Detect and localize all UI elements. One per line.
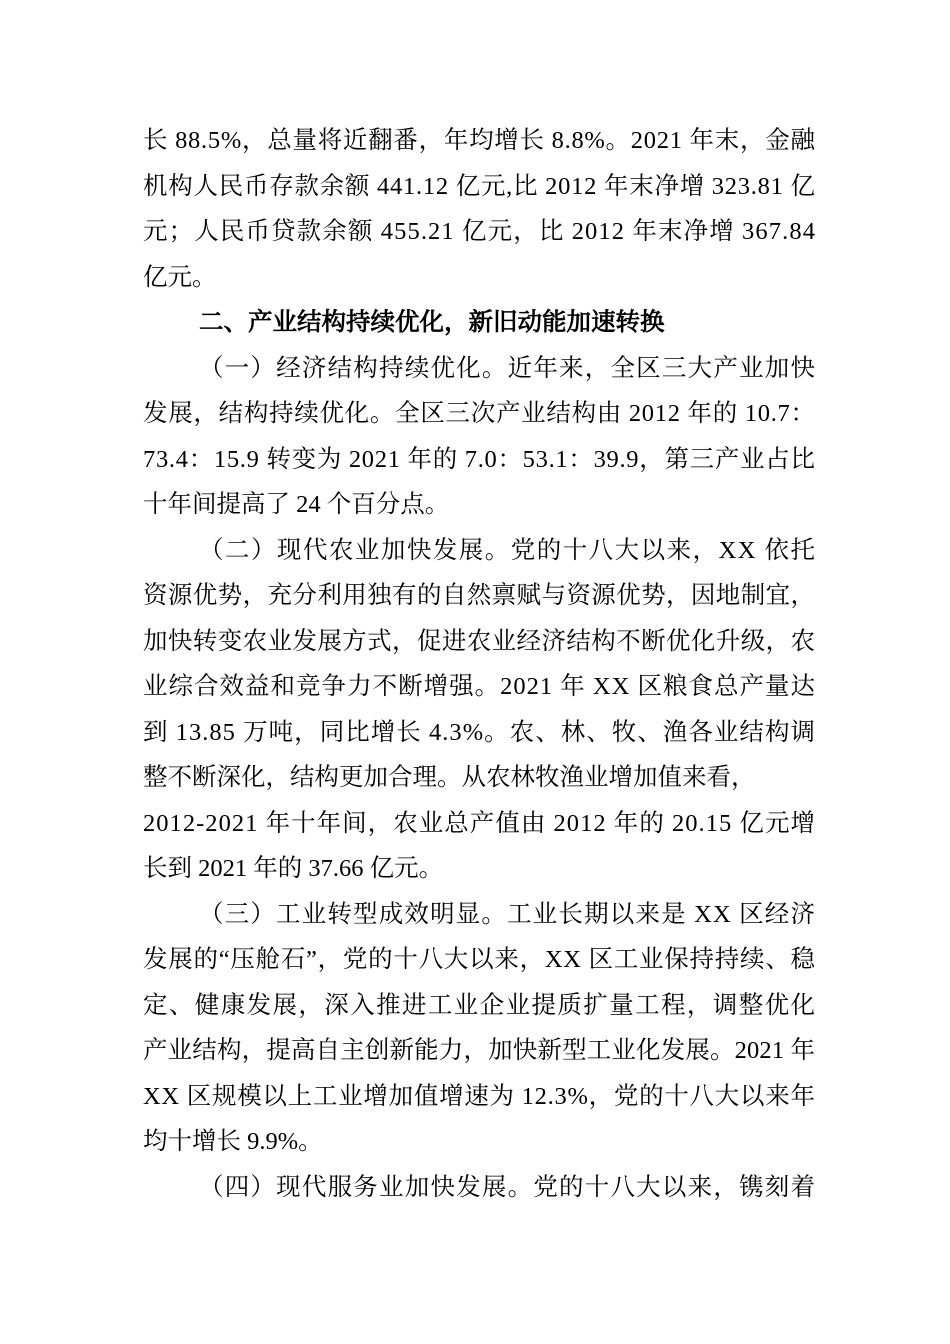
text-line [143, 573, 815, 619]
text-line [143, 255, 815, 301]
text-run: 定、健康发展，深入推进工业企业提质扩量工程，调整优化 [143, 991, 817, 1019]
text-run: （二）现代农业加快发展。党的十八大以来，XX 依托 [199, 536, 817, 564]
text-line [143, 1028, 815, 1074]
text-run: 机构人民币存款余额 441.12 亿元,比 2012 年末净增 323.81 亿 [143, 172, 816, 200]
text-line [143, 118, 815, 164]
text-line [143, 437, 815, 483]
para-2-modern-agriculture [143, 528, 815, 892]
text-line [143, 755, 815, 801]
text-line [143, 391, 815, 437]
text-line [143, 1119, 815, 1165]
text-line [143, 664, 815, 710]
text-run: 业综合效益和竞争力不断增强。2021 年 XX 区粮食总产量达 [143, 673, 817, 700]
text-run: 发展的“压舱石”，党的十八大以来，XX 区工业保持持续、稳 [143, 946, 816, 973]
para-3-industry-transformation [143, 892, 815, 1165]
text-run: 长到 2021 年的 37.66 亿元。 [143, 855, 444, 882]
text-line [143, 164, 815, 210]
text-run: 73.4：15.9 转变为 2021 年的 7.0：53.1：39.9，第三产业占比 [143, 445, 816, 473]
text-run: 长 88.5%，总量将近翻番，年均增长 8.8%。2021 年末，金融 [143, 127, 816, 154]
text-line [143, 710, 815, 756]
text-run: 加快转变农业发展方式，促进农业经济结构不断优化升级，农 [143, 627, 816, 655]
text-line [143, 983, 815, 1029]
text-run: 2012-2021 年十年间，农业总产值由 2012 年的 20.15 亿元增 [143, 809, 816, 837]
text-line [143, 482, 815, 528]
text-run: 整不断深化，结构更加合理。从农林牧渔业增加值来看， [143, 764, 756, 791]
para-4-modern-services [143, 1165, 815, 1211]
text-run: 到 13.85 万吨，同比增长 4.3%。农、林、牧、渔各业结构调 [143, 718, 817, 746]
text-line [143, 1165, 815, 1211]
text-run: 产业结构，提高自主创新能力，加快新型工业化发展。2021 年 [143, 1037, 816, 1064]
text-line [143, 801, 815, 847]
text-run: （三）工业转型成效明显。工业长期以来是 XX 区经济 [199, 900, 817, 928]
document-text-block [143, 118, 815, 1210]
text-line [143, 892, 815, 938]
text-run: 资源优势，充分利用独有的自然禀赋与资源优势，因地制宜， [143, 582, 816, 609]
section-heading-2 [143, 300, 815, 346]
para-1-economic-structure [143, 346, 815, 528]
text-line [143, 619, 815, 665]
text-line [143, 846, 815, 892]
text-run: 元；人民币贷款余额 455.21 亿元，比 2012 年末净增 367.84 [143, 218, 817, 245]
text-line [143, 528, 815, 574]
text-run: 十年间提高了 24 个百分点。 [143, 491, 450, 518]
text-run: 发展，结构持续优化。全区三次产业结构由 2012 年的 10.7： [143, 400, 816, 427]
section-heading-line [143, 300, 815, 346]
text-run: XX 区规模以上工业增加值增速为 12.3%，党的十八大以来年 [143, 1082, 816, 1110]
text-run: （一）经济结构持续优化。近年来，全区三大产业加快 [199, 354, 817, 382]
text-run: 二、产业结构持续优化，新旧动能加速转换 [199, 309, 665, 336]
text-line [143, 346, 815, 392]
text-line [143, 209, 815, 255]
text-run: （四）现代服务业加快发展。党的十八大以来，镌刻着 [199, 1173, 817, 1201]
text-line [143, 1074, 815, 1120]
text-line [143, 937, 815, 983]
text-run: 均十增长 9.9%。 [143, 1128, 323, 1155]
para-deposits-loans [143, 118, 815, 300]
text-run: 亿元。 [143, 263, 217, 291]
